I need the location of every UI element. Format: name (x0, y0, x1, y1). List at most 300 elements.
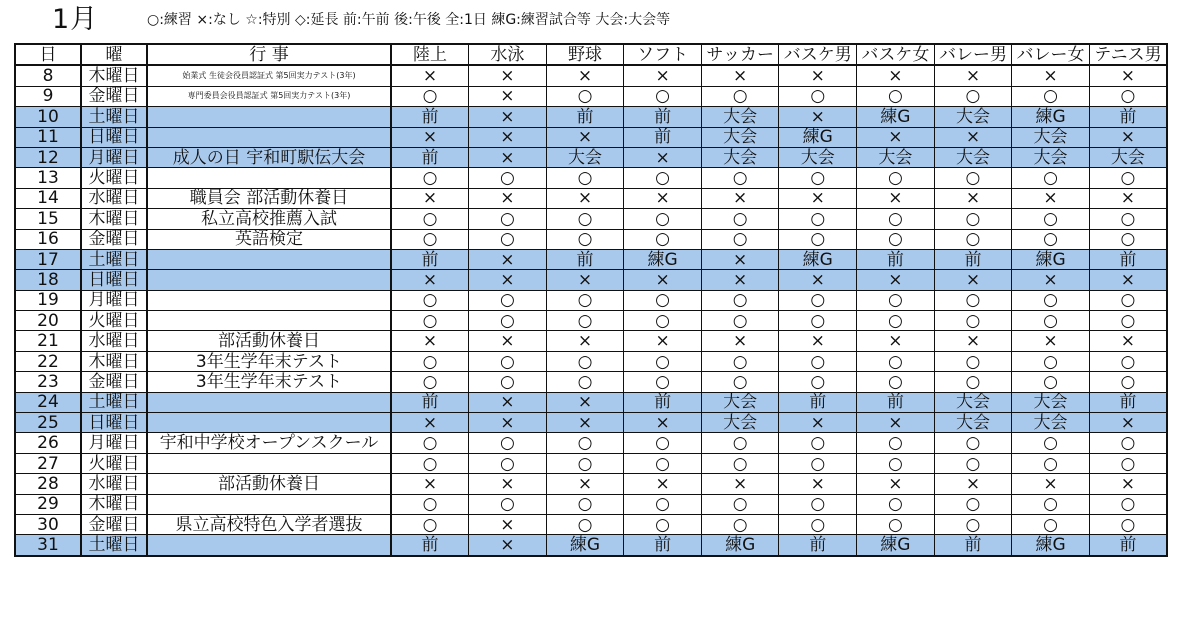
status-cell: ○ (546, 311, 624, 331)
status-cell: 前 (1089, 535, 1167, 556)
day-cell: 21 (15, 331, 81, 351)
day-cell: 14 (15, 188, 81, 208)
status-cell: ○ (1012, 433, 1090, 453)
status-cell: × (934, 65, 1012, 86)
status-cell: × (779, 331, 857, 351)
status-cell: 前 (624, 127, 702, 147)
event-cell: 3年生学年末テスト (147, 372, 391, 392)
status-cell: 前 (1089, 392, 1167, 412)
status-cell: × (391, 474, 469, 494)
status-cell: × (546, 65, 624, 86)
event-cell (147, 270, 391, 290)
weekday-cell: 金曜日 (81, 372, 147, 392)
status-cell: ○ (857, 86, 935, 106)
event-cell (147, 290, 391, 310)
status-cell: 大会 (701, 147, 779, 167)
day-cell: 31 (15, 535, 81, 556)
status-cell: 大会 (779, 147, 857, 167)
weekday-cell: 水曜日 (81, 331, 147, 351)
table-row (15, 331, 1167, 351)
status-cell: ○ (779, 514, 857, 534)
weekday-cell: 日曜日 (81, 270, 147, 290)
status-cell: × (934, 188, 1012, 208)
status-cell: 前 (857, 249, 935, 269)
status-cell: 前 (779, 392, 857, 412)
status-cell: ○ (391, 494, 469, 514)
status-cell: × (546, 188, 624, 208)
status-cell: × (1012, 474, 1090, 494)
status-cell: 大会 (1012, 392, 1090, 412)
day-cell: 27 (15, 453, 81, 473)
status-cell: × (1089, 188, 1167, 208)
status-cell: ○ (701, 311, 779, 331)
status-cell: ○ (934, 229, 1012, 249)
column-header-softball: ソフト (624, 44, 702, 65)
day-cell: 28 (15, 474, 81, 494)
status-cell: ○ (701, 433, 779, 453)
table-row (15, 229, 1167, 249)
status-cell: ○ (857, 372, 935, 392)
status-cell: ○ (624, 86, 702, 106)
day-cell: 8 (15, 65, 81, 86)
column-header-volleyball-girls: バレー女 (1012, 44, 1090, 65)
status-cell: × (391, 188, 469, 208)
weekday-cell: 土曜日 (81, 535, 147, 556)
day-cell: 18 (15, 270, 81, 290)
status-cell: × (546, 474, 624, 494)
status-cell: × (701, 65, 779, 86)
status-cell: ○ (624, 229, 702, 249)
status-cell: 大会 (857, 147, 935, 167)
status-cell: ○ (546, 514, 624, 534)
status-cell: ○ (701, 372, 779, 392)
status-cell: ○ (701, 494, 779, 514)
status-cell: ○ (546, 372, 624, 392)
status-cell: ○ (1012, 229, 1090, 249)
status-cell: × (857, 65, 935, 86)
status-cell: × (469, 331, 547, 351)
status-cell: ○ (469, 433, 547, 453)
event-cell: 3年生学年末テスト (147, 351, 391, 371)
status-cell: ○ (701, 514, 779, 534)
status-cell: 大会 (1012, 147, 1090, 167)
status-cell: × (1089, 270, 1167, 290)
status-cell: × (1089, 127, 1167, 147)
event-cell (147, 249, 391, 269)
event-cell: 英語検定 (147, 229, 391, 249)
status-cell: ○ (701, 168, 779, 188)
status-cell: × (469, 107, 547, 127)
status-cell: × (469, 147, 547, 167)
status-cell: 前 (934, 535, 1012, 556)
status-cell: 大会 (701, 107, 779, 127)
status-cell: 練G (857, 535, 935, 556)
column-header-basketball-boys: バスケ男 (779, 44, 857, 65)
status-cell: × (624, 188, 702, 208)
status-cell: × (1089, 331, 1167, 351)
status-cell: ○ (857, 311, 935, 331)
status-cell: × (934, 474, 1012, 494)
status-cell: ○ (934, 290, 1012, 310)
column-header-track: 陸上 (391, 44, 469, 65)
status-cell: ○ (779, 433, 857, 453)
status-cell: ○ (1089, 453, 1167, 473)
status-cell: × (857, 331, 935, 351)
status-cell: 大会 (934, 147, 1012, 167)
title-row (0, 0, 1184, 40)
status-cell: ○ (857, 209, 935, 229)
status-cell: ○ (934, 86, 1012, 106)
status-cell: 前 (1089, 249, 1167, 269)
month-title: 1月 (52, 4, 99, 35)
status-cell: ○ (546, 453, 624, 473)
status-cell: 前 (391, 249, 469, 269)
day-cell: 29 (15, 494, 81, 514)
status-cell: 前 (546, 107, 624, 127)
weekday-cell: 月曜日 (81, 290, 147, 310)
status-cell: ○ (779, 351, 857, 371)
status-cell: 練G (1012, 107, 1090, 127)
status-cell: ○ (1012, 311, 1090, 331)
status-cell: × (469, 514, 547, 534)
status-cell: × (857, 127, 935, 147)
status-cell: 前 (624, 107, 702, 127)
day-cell: 23 (15, 372, 81, 392)
status-cell: × (546, 392, 624, 412)
status-cell: ○ (469, 311, 547, 331)
status-cell: ○ (624, 209, 702, 229)
status-cell: × (624, 331, 702, 351)
status-cell: × (934, 127, 1012, 147)
status-cell: 大会 (546, 147, 624, 167)
status-cell: 前 (391, 392, 469, 412)
table-row (15, 474, 1167, 494)
status-cell: × (701, 270, 779, 290)
column-header-tennis-boys: テニス男 (1089, 44, 1167, 65)
status-cell: ○ (779, 494, 857, 514)
table-row (15, 372, 1167, 392)
status-cell: × (624, 65, 702, 86)
status-cell: ○ (857, 433, 935, 453)
status-cell: 大会 (934, 413, 1012, 433)
status-cell: ○ (934, 351, 1012, 371)
event-cell (147, 535, 391, 556)
status-cell: ○ (469, 229, 547, 249)
status-cell: 前 (1089, 107, 1167, 127)
status-cell: 大会 (934, 392, 1012, 412)
status-cell: ○ (469, 168, 547, 188)
status-cell: ○ (1089, 168, 1167, 188)
weekday-cell: 月曜日 (81, 433, 147, 453)
status-cell: ○ (1012, 351, 1090, 371)
status-cell: 練G (624, 249, 702, 269)
status-cell: ○ (469, 453, 547, 473)
status-cell: ○ (546, 168, 624, 188)
weekday-cell: 木曜日 (81, 351, 147, 371)
status-cell: ○ (1089, 494, 1167, 514)
weekday-cell: 日曜日 (81, 127, 147, 147)
status-cell: ○ (779, 311, 857, 331)
day-cell: 22 (15, 351, 81, 371)
status-cell: ○ (857, 494, 935, 514)
table-row (15, 433, 1167, 453)
status-cell: × (934, 270, 1012, 290)
status-cell: ○ (1012, 514, 1090, 534)
status-cell: × (469, 535, 547, 556)
event-cell: 職員会 部活動休養日 (147, 188, 391, 208)
event-cell (147, 311, 391, 331)
status-cell: × (857, 188, 935, 208)
status-cell: 大会 (1012, 127, 1090, 147)
status-cell: ○ (624, 311, 702, 331)
day-cell: 11 (15, 127, 81, 147)
status-cell: ○ (391, 86, 469, 106)
status-cell: ○ (779, 453, 857, 473)
status-cell: × (391, 65, 469, 86)
table-row (15, 311, 1167, 331)
status-cell: 前 (391, 147, 469, 167)
weekday-cell: 土曜日 (81, 249, 147, 269)
status-cell: ○ (934, 209, 1012, 229)
status-cell: ○ (1089, 229, 1167, 249)
status-cell: ○ (857, 290, 935, 310)
status-cell: × (701, 331, 779, 351)
event-cell (147, 107, 391, 127)
event-cell: 専門委員会役員認証式 第5回実力テスト(3年) (147, 86, 391, 106)
status-cell: ○ (624, 453, 702, 473)
table-row (15, 86, 1167, 106)
status-cell: ○ (779, 86, 857, 106)
column-header-swimming: 水泳 (469, 44, 547, 65)
day-cell: 16 (15, 229, 81, 249)
status-cell: 大会 (701, 127, 779, 147)
status-cell: ○ (469, 494, 547, 514)
day-cell: 20 (15, 311, 81, 331)
weekday-cell: 火曜日 (81, 311, 147, 331)
column-header-weekday: 曜 (81, 44, 147, 65)
status-cell: ○ (1089, 351, 1167, 371)
status-cell: 練G (779, 127, 857, 147)
status-cell: × (469, 86, 547, 106)
status-cell: ○ (701, 290, 779, 310)
status-cell: ○ (779, 209, 857, 229)
weekday-cell: 水曜日 (81, 474, 147, 494)
status-cell: ○ (1089, 433, 1167, 453)
status-cell: × (624, 147, 702, 167)
status-cell: × (701, 249, 779, 269)
weekday-cell: 火曜日 (81, 453, 147, 473)
weekday-cell: 月曜日 (81, 147, 147, 167)
status-cell: ○ (779, 290, 857, 310)
status-cell: ○ (701, 86, 779, 106)
status-cell: × (546, 270, 624, 290)
status-cell: ○ (1089, 290, 1167, 310)
table-row (15, 168, 1167, 188)
status-cell: ○ (624, 494, 702, 514)
event-cell: 成人の日 宇和町駅伝大会 (147, 147, 391, 167)
status-cell: ○ (1012, 453, 1090, 473)
status-cell: × (469, 270, 547, 290)
status-cell: ○ (624, 290, 702, 310)
status-cell: × (624, 474, 702, 494)
status-cell: ○ (1012, 209, 1090, 229)
status-cell: × (857, 270, 935, 290)
event-cell (147, 392, 391, 412)
status-cell: × (391, 270, 469, 290)
status-cell: 前 (624, 392, 702, 412)
status-cell: ○ (857, 351, 935, 371)
status-cell: × (779, 65, 857, 86)
status-cell: × (934, 331, 1012, 351)
schedule-table (14, 43, 1168, 557)
status-cell: ○ (701, 209, 779, 229)
status-cell: ○ (934, 168, 1012, 188)
status-cell: ○ (546, 229, 624, 249)
table-body (15, 65, 1167, 555)
day-cell: 12 (15, 147, 81, 167)
event-cell (147, 127, 391, 147)
event-cell (147, 453, 391, 473)
table-row (15, 290, 1167, 310)
status-cell: × (1012, 331, 1090, 351)
status-cell: ○ (1089, 514, 1167, 534)
status-cell: ○ (1012, 494, 1090, 514)
status-cell: 練G (857, 107, 935, 127)
status-cell: × (469, 392, 547, 412)
table-row (15, 392, 1167, 412)
weekday-cell: 木曜日 (81, 65, 147, 86)
status-cell: ○ (469, 209, 547, 229)
status-cell: × (469, 474, 547, 494)
status-cell: ○ (624, 514, 702, 534)
status-cell: × (779, 413, 857, 433)
status-cell: ○ (934, 514, 1012, 534)
status-cell: ○ (624, 433, 702, 453)
event-cell (147, 494, 391, 514)
day-cell: 10 (15, 107, 81, 127)
status-cell: 大会 (1089, 147, 1167, 167)
status-cell: ○ (1012, 372, 1090, 392)
status-cell: 前 (934, 249, 1012, 269)
column-header-soccer: サッカー (701, 44, 779, 65)
status-cell: × (546, 127, 624, 147)
status-cell: × (1012, 65, 1090, 86)
day-cell: 13 (15, 168, 81, 188)
status-cell: 前 (624, 535, 702, 556)
status-cell: ○ (1089, 86, 1167, 106)
status-cell: ○ (624, 351, 702, 371)
table-row (15, 494, 1167, 514)
status-cell: 前 (546, 249, 624, 269)
status-cell: ○ (701, 229, 779, 249)
status-cell: × (701, 188, 779, 208)
status-cell: 練G (779, 249, 857, 269)
weekday-cell: 金曜日 (81, 86, 147, 106)
status-cell: × (1012, 270, 1090, 290)
status-cell: ○ (469, 351, 547, 371)
status-cell: ○ (934, 372, 1012, 392)
status-cell: × (857, 413, 935, 433)
status-cell: × (624, 413, 702, 433)
table-row (15, 65, 1167, 86)
status-cell: ○ (391, 453, 469, 473)
status-cell: ○ (1089, 372, 1167, 392)
status-cell: ○ (1089, 311, 1167, 331)
status-cell: ○ (391, 209, 469, 229)
status-cell: 前 (391, 535, 469, 556)
status-cell: × (779, 107, 857, 127)
status-cell: × (391, 331, 469, 351)
weekday-cell: 金曜日 (81, 229, 147, 249)
status-cell: ○ (934, 494, 1012, 514)
status-cell: 練G (701, 535, 779, 556)
event-cell: 県立高校特色入学者選抜 (147, 514, 391, 534)
status-cell: × (779, 188, 857, 208)
status-cell: 前 (857, 392, 935, 412)
status-cell: × (779, 270, 857, 290)
column-header-baseball: 野球 (546, 44, 624, 65)
status-cell: × (1089, 474, 1167, 494)
column-header-event: 行 事 (147, 44, 391, 65)
weekday-cell: 水曜日 (81, 188, 147, 208)
status-cell: × (857, 474, 935, 494)
status-cell: 大会 (1012, 413, 1090, 433)
day-cell: 19 (15, 290, 81, 310)
status-cell: × (469, 65, 547, 86)
table-row (15, 413, 1167, 433)
status-cell: ○ (779, 168, 857, 188)
day-cell: 30 (15, 514, 81, 534)
status-cell: × (701, 474, 779, 494)
status-cell: × (391, 127, 469, 147)
status-cell: ○ (701, 453, 779, 473)
status-cell: ○ (934, 453, 1012, 473)
column-header-basketball-girls: バスケ女 (857, 44, 935, 65)
table-row (15, 127, 1167, 147)
status-cell: 練G (546, 535, 624, 556)
status-cell: ○ (546, 351, 624, 371)
event-cell: 私立高校推薦入試 (147, 209, 391, 229)
status-cell: × (469, 188, 547, 208)
day-cell: 24 (15, 392, 81, 412)
weekday-cell: 木曜日 (81, 494, 147, 514)
status-cell: ○ (857, 229, 935, 249)
weekday-cell: 金曜日 (81, 514, 147, 534)
status-cell: × (469, 413, 547, 433)
status-cell: × (546, 331, 624, 351)
day-cell: 17 (15, 249, 81, 269)
column-header-volleyball-boys: バレー男 (934, 44, 1012, 65)
table-row (15, 147, 1167, 167)
status-cell: ○ (857, 514, 935, 534)
status-cell: 大会 (701, 392, 779, 412)
status-cell: × (546, 413, 624, 433)
status-cell: ○ (1012, 290, 1090, 310)
status-cell: × (469, 249, 547, 269)
status-cell: ○ (391, 229, 469, 249)
event-cell: 始業式 生徒会役員認証式 第5回実力テスト(3年) (147, 65, 391, 86)
status-cell: 前 (779, 535, 857, 556)
day-cell: 25 (15, 413, 81, 433)
status-cell: ○ (934, 311, 1012, 331)
status-cell: 練G (1012, 249, 1090, 269)
weekday-cell: 土曜日 (81, 392, 147, 412)
status-cell: ○ (391, 311, 469, 331)
table-header-row (15, 44, 1167, 65)
status-cell: ○ (1012, 86, 1090, 106)
legend-text: ○:練習 ×:なし ☆:特別 ◇:延長 前:午前 後:午後 全:1日 練G:練習試合等 大会:大会等 (147, 12, 671, 28)
table-row (15, 270, 1167, 290)
